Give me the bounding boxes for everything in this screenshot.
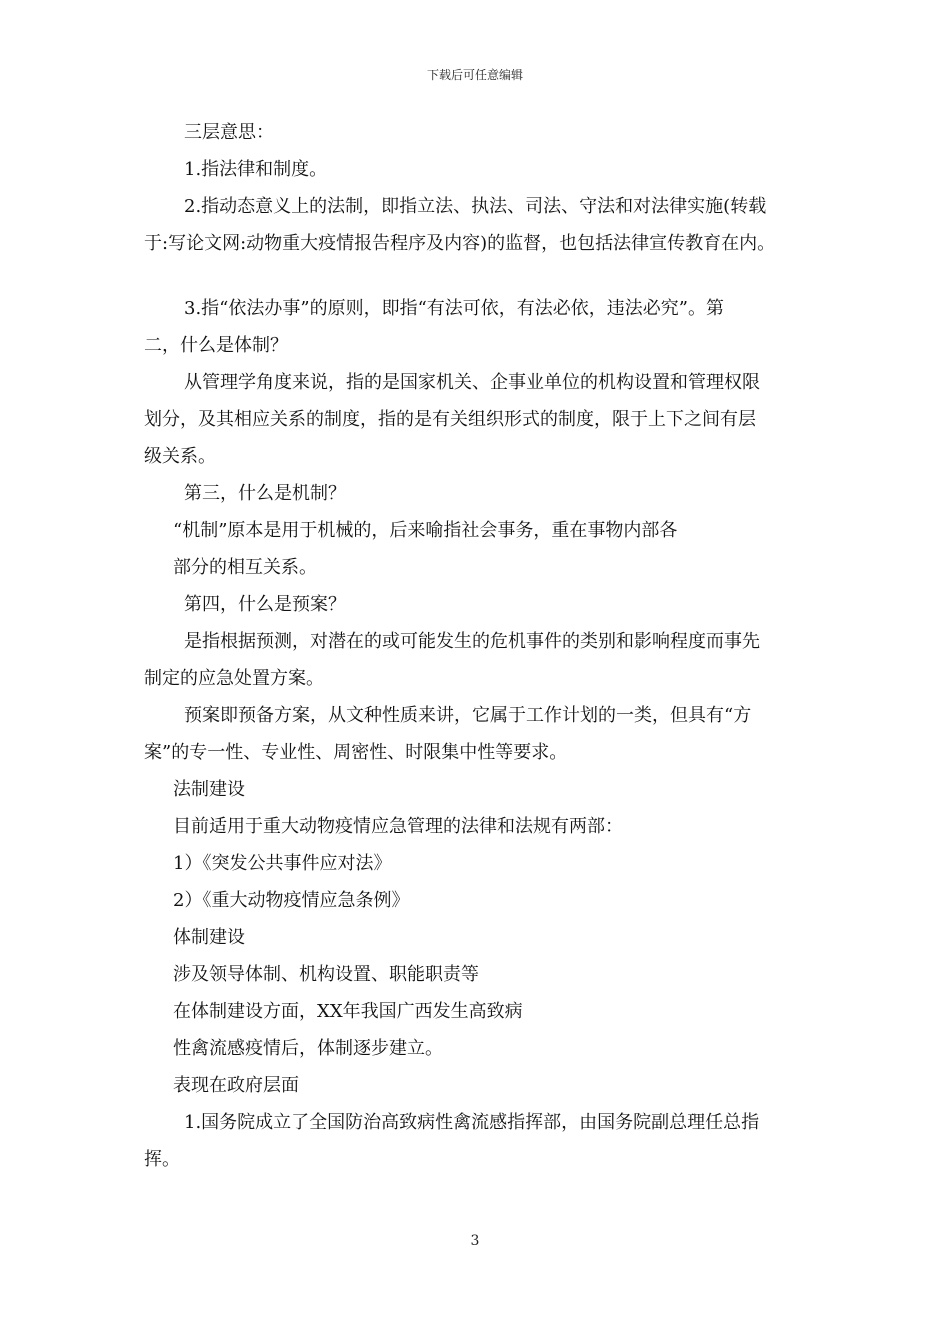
- paragraph-item-2-line-1: 2.指动态意义上的法制，即指立法、执法、司法、守法和对法律实施(转载: [184, 196, 767, 217]
- paragraph-mechanism-line-2: 部分的相互关系。: [173, 557, 317, 578]
- paragraph-item-3-line-1: 3.指“依法办事”的原则，即指“有法可依，有法必依，违法必究”。第: [184, 298, 724, 319]
- paragraph-plan-def-line-2: 案”的专一性、专业性、周密性、时限集中性等要求。: [144, 742, 568, 763]
- paragraph-state-council-line-2: 挥。: [144, 1149, 180, 1170]
- paragraph-laws-intro: 目前适用于重大动物疫情应急管理的法律和法规有两部：: [173, 816, 623, 837]
- paragraph-item-3-line-2: 二，什么是体制？: [144, 335, 288, 356]
- list-item-law-2: 2）《重大动物疫情应急条例》: [173, 890, 410, 911]
- paragraph-system-history-line-2: 性禽流感疫情后，体制逐步建立。: [173, 1038, 443, 1059]
- paragraph-system-line-1: 从管理学角度来说，指的是国家机关、企事业单位的机构设置和管理权限: [184, 372, 760, 393]
- heading-mechanism: 第三，什么是机制？: [184, 483, 346, 504]
- paragraph-meaning-intro: 三层意思：: [184, 122, 274, 143]
- paragraph-system-scope: 涉及领导体制、机构设置、职能职责等: [173, 964, 479, 985]
- paragraph-plan-line-1: 是指根据预测，对潜在的或可能发生的危机事件的类别和影响程度而事先: [184, 631, 760, 652]
- paragraph-item-2-line-2: 于:写论文网:动物重大疫情报告程序及内容)的监督，也包括法律宣传教育在内。: [144, 233, 776, 254]
- paragraph-system-line-2: 划分，及其相应关系的制度，指的是有关组织形式的制度，限于上下之间有层: [144, 409, 756, 430]
- list-item-law-1: 1）《突发公共事件应对法》: [173, 853, 392, 874]
- page-header: 下载后可任意编辑: [426, 68, 523, 82]
- paragraph-state-council-line-1: 1.国务院成立了全国防治高致病性禽流感指挥部，由国务院副总理任总指: [184, 1112, 760, 1133]
- paragraph-system-history-line-1: 在体制建设方面，XX年我国广西发生高致病: [173, 1001, 523, 1022]
- paragraph-item-1: 1.指法律和制度。: [184, 159, 328, 180]
- paragraph-system-line-3: 级关系。: [144, 446, 216, 467]
- heading-plan: 第四，什么是预案？: [184, 594, 346, 615]
- paragraph-gap: [144, 262, 824, 290]
- heading-system-construction: 体制建设: [173, 927, 245, 948]
- heading-government-level: 表现在政府层面: [173, 1075, 299, 1096]
- document-body: [144, 114, 824, 1178]
- paragraph-plan-line-2: 制定的应急处置方案。: [144, 668, 324, 689]
- heading-legal-construction: 法制建设: [173, 779, 245, 800]
- page-number: 3: [470, 1233, 480, 1249]
- paragraph-mechanism-line-1: “机制”原本是用于机械的，后来喻指社会事务，重在事物内部各: [173, 520, 678, 541]
- paragraph-plan-def-line-1: 预案即预备方案，从文种性质来讲，它属于工作计划的一类，但具有“方: [184, 705, 752, 726]
